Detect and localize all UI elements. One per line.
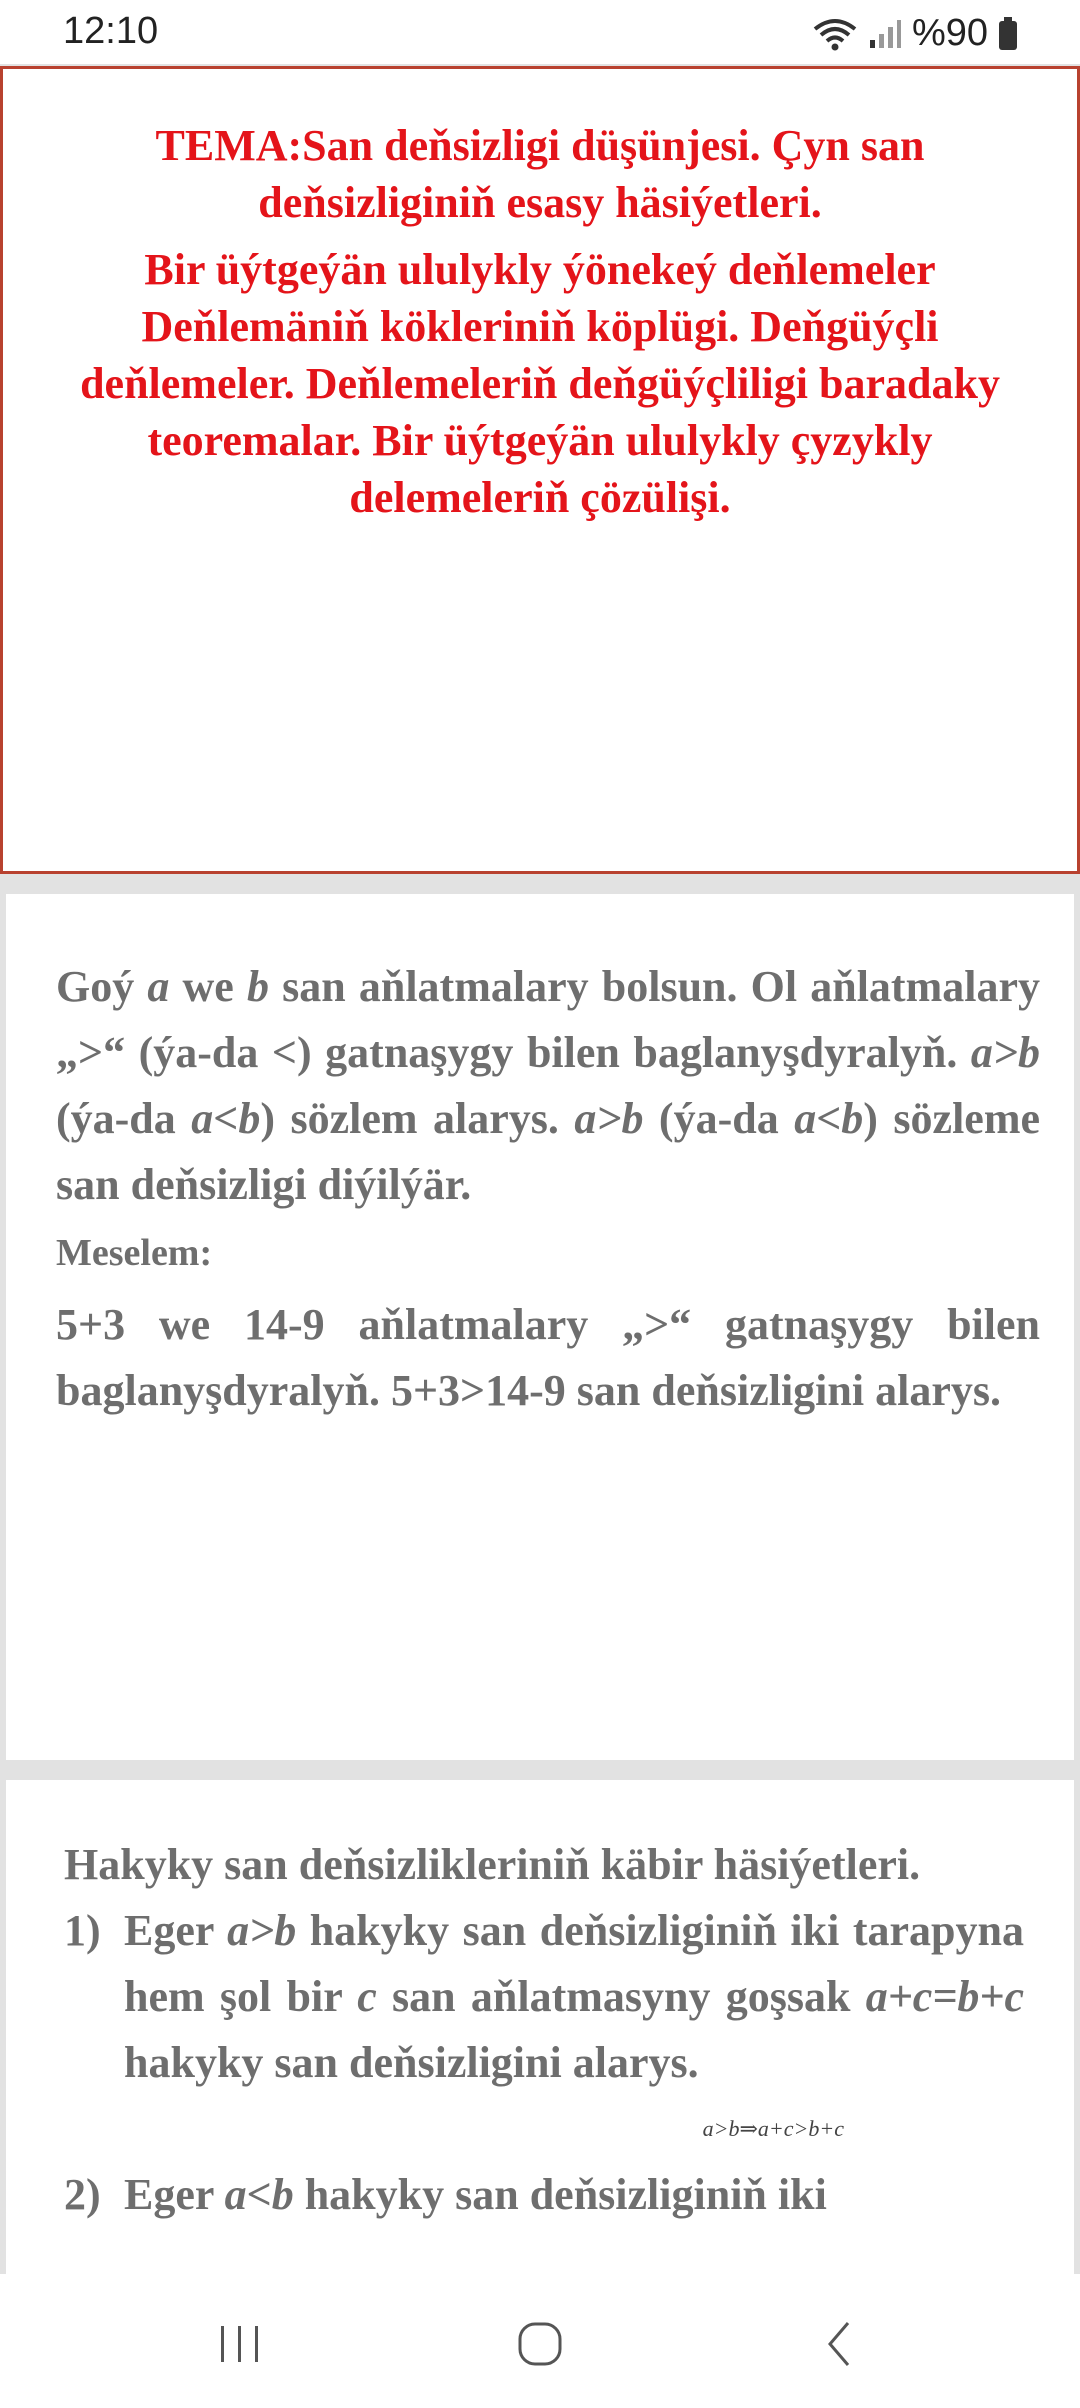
- battery-percent: %90: [911, 12, 988, 54]
- status-icons: [812, 12, 1018, 55]
- property-number: 1): [64, 1906, 101, 1955]
- home-icon: [515, 2319, 565, 2369]
- clock: 12:10: [63, 10, 159, 52]
- recent-apps-button[interactable]: [200, 2314, 280, 2374]
- content-scroll-area[interactable]: [0, 64, 1080, 2274]
- definition-text: [56, 954, 1040, 1424]
- properties-heading: Hakyky san deňsizlikleriniň käbir häsiýetleri.: [64, 1840, 921, 1889]
- topic-title: TEMA:San deňsizligi düşünjesi. Çyn san deňsizliginiň esasy häsiýetleri.: [155, 121, 925, 227]
- property-item-1: [64, 1898, 1024, 2096]
- topic-card: [0, 66, 1080, 874]
- signal-icon: [868, 18, 902, 50]
- property-text: Eger a>b hakyky san deňsizliginiň iki tarapyna hem şol bir c san aňlatmasyny goşsak a+c=b+c hakyky san deňsizligini alarys.: [124, 1906, 1025, 2087]
- status-bar: [0, 0, 1080, 70]
- property-item-2: [64, 2162, 1024, 2228]
- definition-paragraph: Goý a we b san aňlatmalary bolsun. Ol aňlatmalary „>“ (ýa-da <) gatnaşygy bilen baglanyşdyralyň. a>b (ýa-da a<b) sözlem alarys. a>b (ýa-da a<b) sözleme san deňsizligi diýilýär.: [56, 962, 1041, 1209]
- properties-text: [64, 1832, 1024, 2228]
- back-button[interactable]: [800, 2314, 880, 2374]
- example-paragraph: 5+3 we 14-9 aňlatmalary „>“ gatnaşygy bilen baglanyşdyralyň. 5+3>14-9 san deňsizligini alarys.: [56, 1300, 1040, 1415]
- property-number: 2): [64, 2170, 101, 2219]
- properties-card: [6, 1780, 1074, 2274]
- topic-subtitle: Bir üýtgeýän ululykly ýönekeý deňlemeler Deňlemäniň kökleriniň köplügi. Deňgüýçli deňlemeler. Deňlemeleriň deňgüýçliligi baradaky teoremalar. Bir üýtgeýän ululykly çyzykly delemeleriň çözülişi.: [80, 245, 1000, 522]
- topic-text: [3, 69, 1077, 526]
- example-label: Meselem:: [56, 1232, 213, 1274]
- home-button[interactable]: [500, 2314, 580, 2374]
- recent-apps-icon: [215, 2322, 265, 2366]
- navigation-bar: [0, 2274, 1080, 2408]
- definition-card: [6, 894, 1074, 1760]
- property-formula: a>b⇒a+c>b+c: [702, 2116, 844, 2141]
- battery-icon: [998, 17, 1018, 51]
- property-text: Eger a<b hakyky san deňsizliginiň iki: [124, 2170, 827, 2219]
- back-icon: [820, 2319, 860, 2369]
- wifi-icon: [812, 17, 858, 51]
